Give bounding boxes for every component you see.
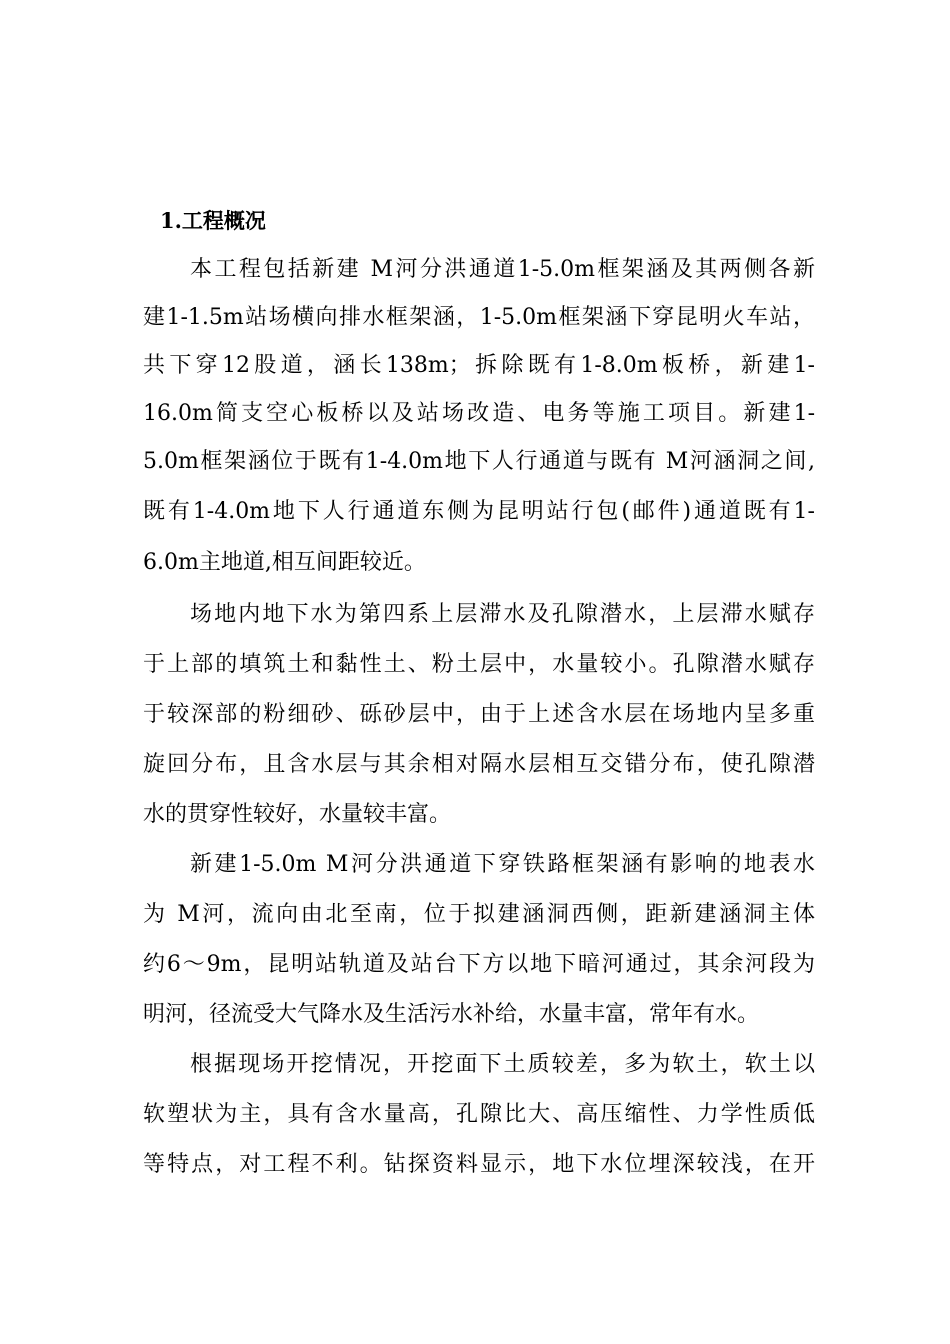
paragraph-1-line-2: 建1-1.5m站场横向排水框架涵，1-5.0m框架涵下穿昆明火车站， <box>143 305 815 330</box>
paragraph-1-line-3: 共下穿12股道，涵长138m；拆除既有1-8.0m板桥，新建1- <box>143 353 815 378</box>
paragraph-2-line-3: 于较深部的粉细砂、砾砂层中，由于上述含水层在场地内呈多重 <box>143 702 815 727</box>
paragraph-2-line-1: 场地内地下水为第四系上层滞水及孔隙潜水，上层滞水赋存 <box>190 602 815 627</box>
paragraph-3-line-3: 约6～9m，昆明站轨道及站台下方以地下暗河通过，其余河段为 <box>143 952 815 977</box>
paragraph-2-line-4: 旋回分布，且含水层与其余相对隔水层相互交错分布，使孔隙潜 <box>143 752 815 777</box>
paragraph-1-line-1: 本工程包括新建 M河分洪通道1-5.0m框架涵及其两侧各新 <box>190 257 815 282</box>
paragraph-3-line-4: 明河，径流受大气降水及生活污水补给，水量丰富，常年有水。 <box>143 1002 760 1027</box>
paragraph-4-line-1: 根据现场开挖情况，开挖面下土质较差，多为软土，软土以 <box>190 1052 815 1077</box>
paragraph-1-line-5: 5.0m框架涵位于既有1-4.0m地下人行通道与既有 M河涵洞之间, <box>143 449 815 474</box>
paragraph-2-line-5: 水的贯穿性较好，水量较丰富。 <box>143 802 452 827</box>
section-title: 1.工程概况 <box>160 208 266 233</box>
paragraph-4-line-3: 等特点，对工程不利。钻探资料显示，地下水位埋深较浅，在开 <box>143 1152 815 1177</box>
paragraph-1-line-4: 16.0m简支空心板桥以及站场改造、电务等施工项目。新建1- <box>143 401 815 426</box>
paragraph-1-line-6: 既有1-4.0m地下人行通道东侧为昆明站行包(邮件)通道既有1- <box>143 499 815 524</box>
paragraph-2-line-2: 于上部的填筑土和黏性土、粉土层中，水量较小。孔隙潜水赋存 <box>143 652 815 677</box>
paragraph-3-line-1: 新建1-5.0m M河分洪通道下穿铁路框架涵有影响的地表水 <box>190 852 815 877</box>
paragraph-4-line-2: 软塑状为主，具有含水量高，孔隙比大、高压缩性、力学性质低 <box>143 1102 815 1127</box>
paragraph-3-line-2: 为 M河，流向由北至南，位于拟建涵洞西侧，距新建涵洞主体 <box>143 902 815 927</box>
paragraph-1-line-7: 6.0m主地道,相互间距较近。 <box>143 550 426 575</box>
